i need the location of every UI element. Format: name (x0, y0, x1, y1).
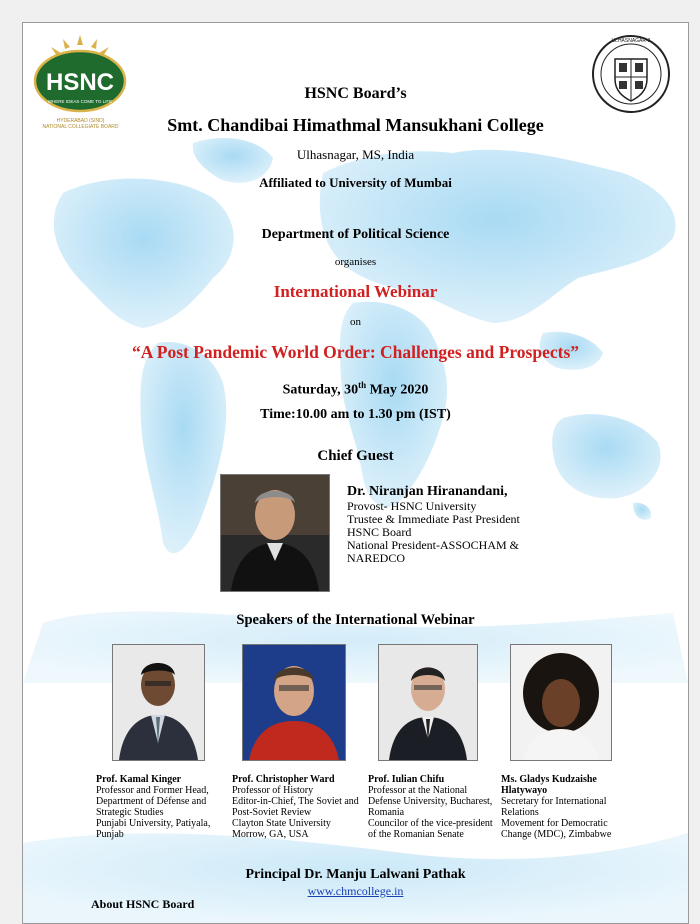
speakers-heading: Speakers of the International Webinar (236, 612, 475, 628)
speaker-line: Movement for Democratic (501, 818, 608, 829)
chief-guest-name: Dr. Niranjan Hiranandani, (347, 484, 508, 499)
webinar-flyer (22, 22, 689, 924)
svg-text:HSNC: HSNC (45, 69, 115, 96)
event-date: Saturday, 30th May 2020 (282, 380, 429, 398)
speaker-line: Relations (501, 807, 539, 818)
college-name: Smt. Chandibai Himathmal Mansukhani College (167, 115, 544, 135)
speaker-line: Councilor of the vice-president (368, 818, 493, 829)
speaker-line: Defense University, Bucharest, (368, 796, 493, 807)
event-type: International Webinar (273, 282, 438, 301)
speaker-photo-hlatywayo (510, 644, 612, 761)
department-name: Department of Political Science (261, 227, 450, 242)
speaker-line: Punjabi University, Patiyala, (96, 818, 211, 829)
chief-guest-line: Trustee & Immediate Past President (347, 512, 520, 526)
college-crest-logo (591, 31, 671, 117)
speaker-name-line-2: Hlatywayo (501, 785, 548, 796)
speaker-kinger (96, 774, 231, 840)
speaker-line: of the Romanian Senate (368, 829, 464, 840)
chief-guest-heading: Chief Guest (317, 448, 394, 464)
on-text: on (350, 316, 361, 328)
speaker-name: Ms. Gladys Kudzaishe (501, 774, 597, 785)
webinar-title: “A Post Pandemic World Order: Challenges and Prospects” (131, 342, 580, 362)
speaker-line: Professor and Former Head, (96, 785, 209, 796)
speaker-name: Prof. Iulian Chifu (368, 774, 445, 785)
website-link[interactable]: www.chmcollege.in (307, 884, 404, 898)
speaker-line: Morrow, GA, USA (232, 829, 309, 840)
college-location: Ulhasnagar, MS, India (296, 147, 415, 162)
speaker-line: Professor at the National (368, 785, 468, 796)
event-time: Time:10.00 am to 1.30 pm (IST) (260, 407, 451, 422)
speaker-photo-kinger (112, 644, 205, 761)
about-board-heading: About HSNC Board (91, 897, 195, 911)
svg-text:WHERE IDEAS COME TO LIFE: WHERE IDEAS COME TO LIFE (47, 99, 113, 104)
chief-guest-line: National President-ASSOCHAM & (347, 538, 519, 552)
chief-guest-photo (220, 474, 330, 592)
speaker-line: Romania (368, 807, 405, 818)
speaker-line: Professor of History (232, 785, 314, 796)
chief-guest-line: HSNC Board (347, 525, 412, 539)
speaker-line: Change (MDC), Zimbabwe (501, 829, 612, 840)
speaker-ward (232, 774, 367, 840)
speaker-line: Punjab (96, 829, 124, 840)
affiliation: Affiliated to University of Mumbai (259, 175, 452, 190)
speaker-hlatywayo (501, 774, 641, 840)
chief-guest-details (347, 484, 520, 565)
speaker-line: Post-Soviet Review (232, 807, 312, 818)
speaker-line: Department of Défense and (96, 796, 207, 807)
logo-caption-line-1: HYDERABAD (SIND) (56, 118, 105, 124)
speaker-name: Prof. Kamal Kinger (96, 774, 182, 785)
logo-caption-line-2: NATIONAL COLLEGIATE BOARD (42, 124, 119, 130)
principal-name: Principal Dr. Manju Lalwani Pathak (245, 867, 466, 882)
board-name: HSNC Board’s (304, 85, 407, 102)
organises-text: organises (334, 256, 377, 268)
speaker-line: Editor-in-Chief, The Soviet and (232, 796, 359, 807)
speaker-name: Prof. Christopher Ward (232, 774, 335, 785)
speaker-photo-ward (242, 644, 346, 761)
speaker-photo-chifu (378, 644, 478, 761)
chief-guest-line: Provost- HSNC University (347, 499, 477, 513)
speaker-chifu (368, 774, 503, 840)
svg-text:ULHASNAGAR-3: ULHASNAGAR-3 (611, 38, 651, 44)
speaker-line: Clayton State University (232, 818, 331, 829)
speaker-line: Strategic Studies (96, 807, 164, 818)
speaker-line: Secretary for International (501, 796, 607, 807)
chief-guest-line: NAREDCO (347, 551, 406, 565)
